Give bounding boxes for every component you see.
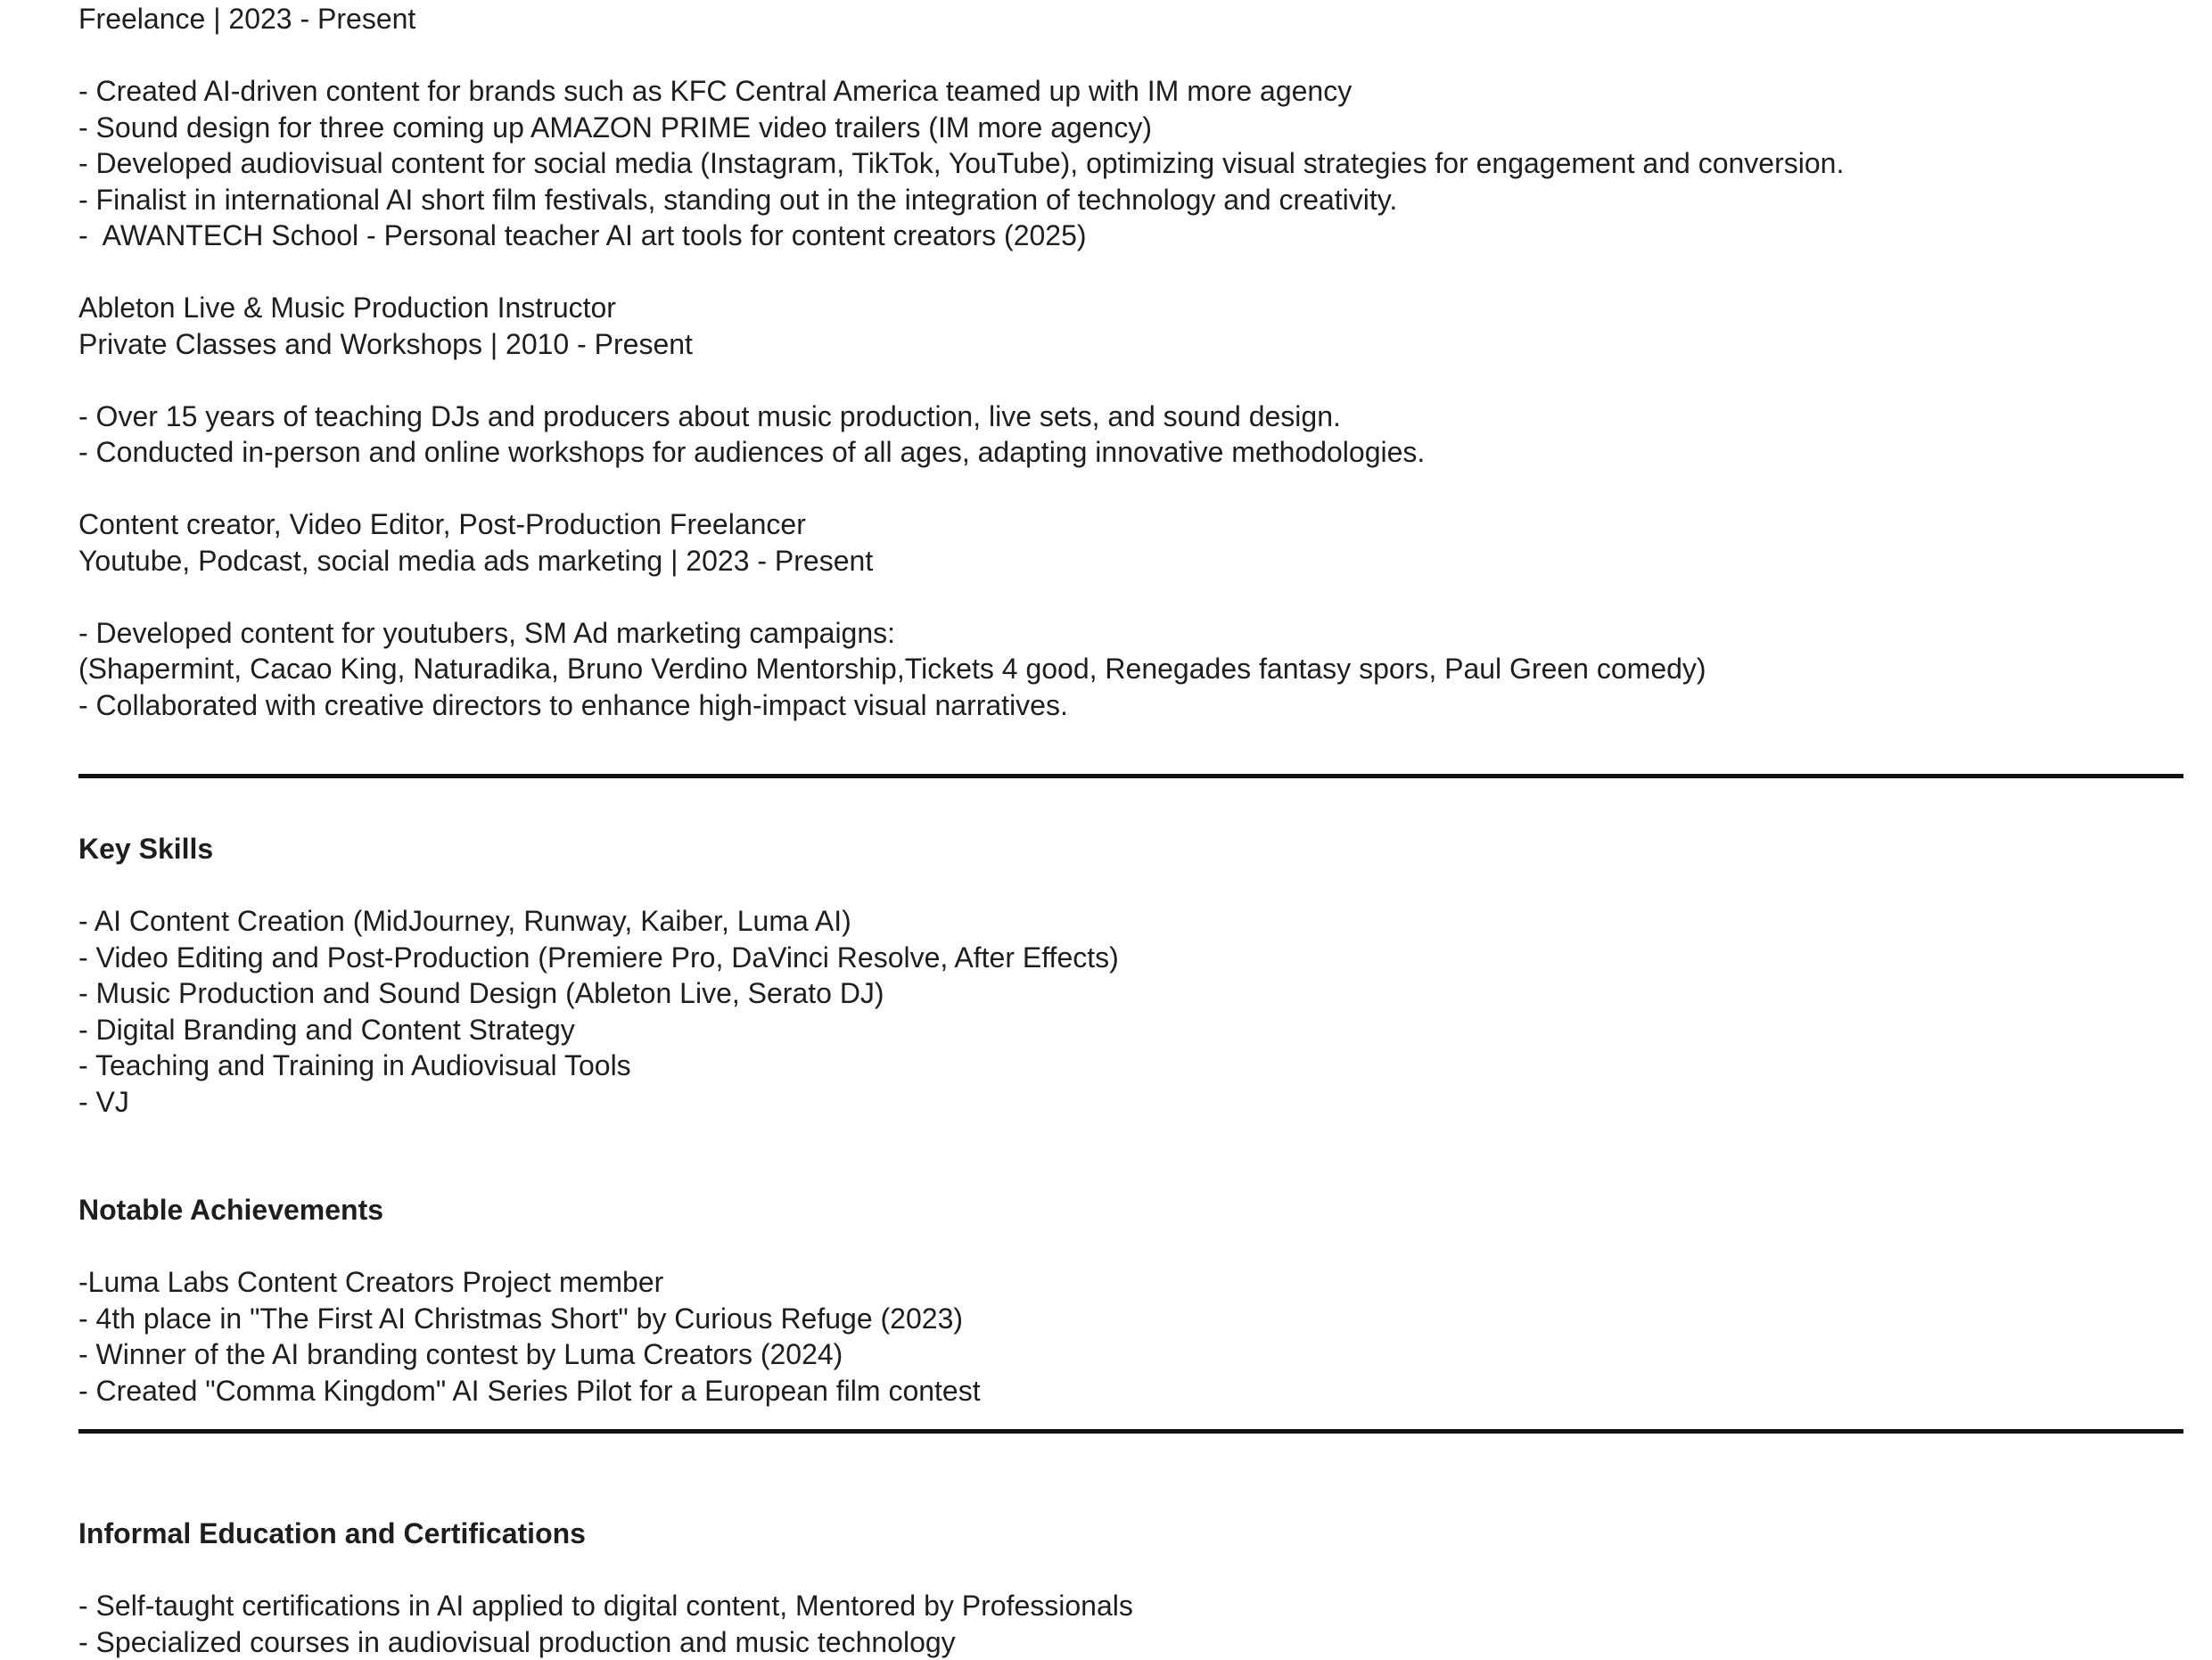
skill-item: - VJ <box>78 1084 2183 1121</box>
job3-bullet: - Collaborated with creative directors to enhance high-impact visual narratives. <box>78 687 2183 724</box>
job1-bullet: - Finalist in international AI short film festivals, standing out in the integration of technology and creativity. <box>78 182 2183 218</box>
job3-subtitle: Youtube, Podcast, social media ads marketing | 2023 - Present <box>78 543 2183 579</box>
education-section <box>78 1516 2183 1660</box>
job1-bullet: - Developed audiovisual content for social media (Instagram, TikTok, YouTube), optimizing visual strategies for engagement and conversion. <box>78 145 2183 182</box>
education-heading: Informal Education and Certifications <box>78 1516 2183 1552</box>
skill-item: - Digital Branding and Content Strategy <box>78 1012 2183 1048</box>
job2-bullet: - Conducted in-person and online workshops for audiences of all ages, adapting innovative methodologies. <box>78 434 2183 471</box>
achievement-item: - Winner of the AI branding contest by Luma Creators (2024) <box>78 1336 2183 1373</box>
experience-section <box>78 1 2183 723</box>
achievements-heading: Notable Achievements <box>78 1192 2183 1229</box>
skills-heading: Key Skills <box>78 831 2183 867</box>
achievement-item: - Created "Comma Kingdom" AI Series Pilot for a European film contest <box>78 1373 2183 1409</box>
job1-subtitle: Freelance | 2023 - Present <box>78 1 2183 37</box>
job1-bullet: - Sound design for three coming up AMAZON PRIME video trailers (IM more agency) <box>78 110 2183 146</box>
job3-title: Content creator, Video Editor, Post-Production Freelancer <box>78 506 2183 543</box>
job1-bullet: - Created AI-driven content for brands such as KFC Central America teamed up with IM more agency <box>78 73 2183 110</box>
achievement-item: -Luma Labs Content Creators Project member <box>78 1264 2183 1301</box>
job3-bullet: - Developed content for youtubers, SM Ad marketing campaigns: <box>78 615 2183 652</box>
section-divider <box>78 1429 2183 1434</box>
skills-achievements-section <box>78 831 2183 1409</box>
achievement-item: - 4th place in "The First AI Christmas Short" by Curious Refuge (2023) <box>78 1301 2183 1337</box>
skill-item: - Music Production and Sound Design (Ableton Live, Serato DJ) <box>78 975 2183 1012</box>
job2-title: Ableton Live & Music Production Instructor <box>78 290 2183 326</box>
education-item: - Self-taught certifications in AI applied to digital content, Mentored by Professionals <box>78 1588 2183 1624</box>
skill-item: - AI Content Creation (MidJourney, Runway, Kaiber, Luma AI) <box>78 903 2183 940</box>
job3-bullet: (Shapermint, Cacao King, Naturadika, Bruno Verdino Mentorship,Tickets 4 good, Renegades fantasy spors, Paul Green comedy) <box>78 651 2183 687</box>
education-item: - Specialized courses in audiovisual production and music technology <box>78 1624 2183 1660</box>
job2-subtitle: Private Classes and Workshops | 2010 - Present <box>78 326 2183 363</box>
section-divider <box>78 774 2183 778</box>
skill-item: - Teaching and Training in Audiovisual Tools <box>78 1048 2183 1084</box>
skill-item: - Video Editing and Post-Production (Premiere Pro, DaVinci Resolve, After Effects) <box>78 940 2183 976</box>
job2-bullet: - Over 15 years of teaching DJs and producers about music production, live sets, and sound design. <box>78 399 2183 435</box>
job1-bullet: - AWANTECH School - Personal teacher AI art tools for content creators (2025) <box>78 218 2183 254</box>
